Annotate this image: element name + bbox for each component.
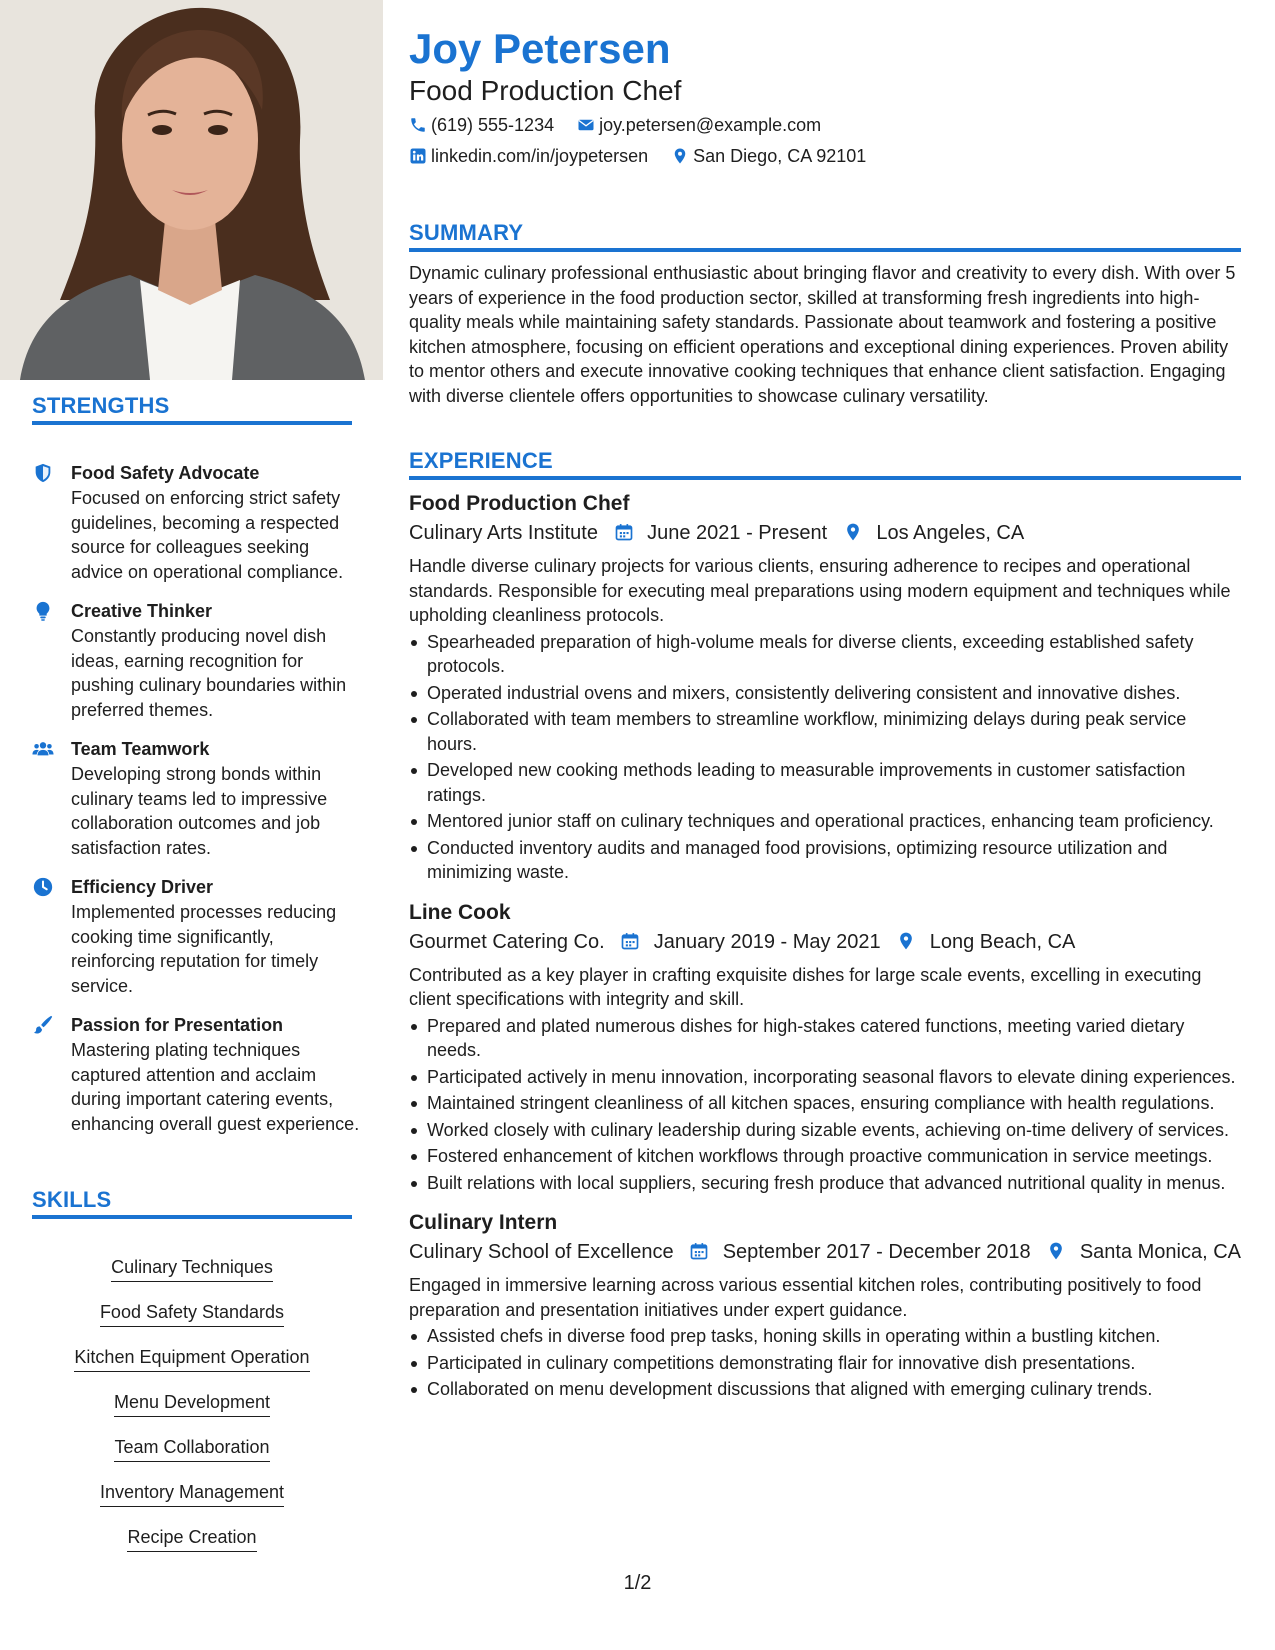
users-icon [32,738,54,760]
shield-icon [32,462,54,484]
lightbulb-icon [32,600,54,622]
skill-item: Recipe Creation [127,1525,256,1552]
job-company: Gourmet Catering Co. [409,930,605,953]
strength-title: Food Safety Advocate [71,463,260,483]
job-meta [409,1237,1241,1267]
summary-text: Dynamic culinary professional enthusiastic about bringing flavor and creativity to every dish. With over 5 years of experience in the food production sector, skilled at transforming fresh ingredients into high-quality meals while maintaining safety standards. Passionate about teamwork and fostering a positive kitchen atmosphere, focusing on efficient operations and exceptional dining experiences. Proven ability to mentor others and execute innovative cooking techniques that enhance client satisfaction. Engaging with diverse clientele offers opportunities to showcase culinary versatility. [409,263,1236,406]
page-number: 1/2 [623,1572,652,1594]
skill-item: Kitchen Equipment Operation [74,1345,309,1372]
bullet-item: Spearheaded preparation of high-volume meals for diverse clients, exceeding established safety protocols. [409,630,1241,679]
job-location: Long Beach, CA [929,930,1076,953]
job-location: Santa Monica, CA [1079,1241,1242,1263]
strength-desc: Developing strong bonds within culinary teams led to impressive collaboration outcomes and job satisfaction rates. [71,764,328,858]
skills-list [32,1255,352,1570]
contact-row-1 [409,113,839,137]
job-bullets [409,630,1241,885]
skill-item: Inventory Management [100,1480,284,1507]
strength-title: Creative Thinker [71,601,213,621]
bullet-item: Maintained stringent cleanliness of all kitchen spaces, ensuring compliance with health regulations. [409,1091,1241,1116]
job-dates: June 2021 - Present [647,522,828,544]
bullet-item: Worked closely with culinary leadership during sizable events, achieving on-time delivery of services. [409,1118,1241,1143]
job-description: Handle diverse culinary projects for various clients, ensuring adherence to recipes and operational standards. Responsible for executing meal preparations using modern equipment and techniques while upholding cleanliness protocols. [409,556,1231,625]
phone-text: (619) 555-1234 [431,115,555,135]
job-entry [409,899,1241,1196]
bullet-item: Collaborated on menu development discussions that aligned with emerging culinary trends. [409,1377,1241,1402]
envelope-icon [577,116,595,134]
strength-desc: Constantly producing novel dish ideas, earning recognition for pushing culinary boundaries within preferred themes. [71,626,347,720]
bullet-item: Collaborated with team members to streamline workflow, minimizing delays during peak service hours. [409,707,1241,756]
bullet-item: Developed new cooking methods leading to measurable improvements in customer satisfaction ratings. [409,758,1241,807]
job-entry [409,490,1241,885]
bullet-item: Mentored junior staff on culinary techniques and operational practices, enhancing team proficiency. [409,809,1241,834]
phone-icon [409,116,427,134]
candidate-title: Food Production Chef [409,75,682,106]
map-pin-icon [671,147,689,165]
strength-title: Efficiency Driver [71,877,214,897]
strength-title: Passion for Presentation [71,1015,284,1035]
calendar-icon [689,1241,709,1261]
strength-desc: Mastering plating techniques captured attention and acclaim during important catering events, enhancing overall guest experience. [71,1040,360,1134]
strength-item [32,598,362,722]
experience-list [409,490,1241,1416]
summary-heading: SUMMARY [409,220,1241,252]
job-bullets [409,1324,1241,1402]
skill-item: Team Collaboration [114,1435,269,1462]
job-company: Culinary Arts Institute [409,522,598,544]
candidate-name: Joy Petersen [409,25,671,72]
strength-desc: Implemented processes reducing cooking time significantly, reinforcing reputation for timely service. [71,902,337,996]
job-location: Los Angeles, CA [876,522,1025,544]
clock-icon [32,876,54,898]
map-pin-icon [843,522,863,542]
job-dates: January 2019 - May 2021 [653,930,881,953]
paintbrush-icon [32,1014,54,1036]
bullet-item: Operated industrial ovens and mixers, consistently delivering consistent and innovative dishes. [409,681,1241,706]
job-meta [409,927,1241,957]
email-text: joy.petersen@example.com [599,115,822,135]
skill-item: Menu Development [114,1390,270,1417]
bullet-item: Participated in culinary competitions demonstrating flair for innovative dish presentations. [409,1351,1241,1376]
bullet-item: Built relations with local suppliers, securing fresh produce that advanced nutritional quality in menus. [409,1171,1241,1196]
map-pin-icon [896,931,916,951]
left-sidebar [0,0,383,1650]
strengths-list [32,460,362,1150]
job-title: Food Production Chef [409,492,630,515]
map-pin-icon [1046,1241,1066,1261]
job-entry [409,1209,1241,1402]
job-dates: September 2017 - December 2018 [722,1241,1031,1263]
linkedin-text: linkedin.com/in/joypetersen [431,146,649,166]
job-description: Engaged in immersive learning across various essential kitchen roles, contributing positively to food preparation and presentation initiatives under expert guidance. [409,1275,1202,1320]
experience-heading: EXPERIENCE [409,448,1241,480]
linkedin-icon [409,147,427,165]
job-title: Culinary Intern [409,1211,558,1234]
bullet-item: Assisted chefs in diverse food prep tasks, honing skills in operating within a bustling kitchen. [409,1324,1241,1349]
skills-heading: SKILLS [32,1187,352,1219]
contact-row-2 [409,144,884,168]
location-contact [671,146,866,166]
linkedin-contact[interactable] [409,146,653,166]
strength-item [32,1012,362,1136]
profile-photo [0,0,383,380]
job-description: Contributed as a key player in crafting exquisite dishes for large scale events, excelling in executing client specifications with integrity and skill. [409,964,1202,1009]
job-company: Culinary School of Excellence [409,1241,674,1263]
location-text: San Diego, CA 92101 [693,146,867,166]
email-contact[interactable] [577,115,821,135]
job-title: Line Cook [409,900,511,924]
skill-item: Food Safety Standards [100,1300,284,1327]
strength-item [32,460,362,584]
bullet-item: Prepared and plated numerous dishes for high-stakes catered functions, meeting varied dietary needs. [409,1014,1241,1063]
bullet-item: Fostered enhancement of kitchen workflows through proactive communication in service meetings. [409,1144,1241,1169]
strength-desc: Focused on enforcing strict safety guidelines, becoming a respected source for colleagues seeking advice on operational compliance. [71,488,344,582]
calendar-icon [614,522,634,542]
job-bullets [409,1014,1241,1196]
bullet-item: Conducted inventory audits and managed food provisions, optimizing resource utilization and minimizing waste. [409,836,1241,885]
phone-contact[interactable] [409,115,559,135]
strengths-heading: STRENGTHS [32,393,352,425]
bullet-item: Participated actively in menu innovation, incorporating seasonal flavors to elevate dining experiences. [409,1065,1241,1090]
job-meta [409,518,1241,548]
profile-photo-illustration [0,0,383,380]
strength-item [32,736,362,860]
calendar-icon [620,931,640,951]
strength-title: Team Teamwork [71,739,210,759]
skill-item: Culinary Techniques [111,1255,273,1282]
strength-item [32,874,362,998]
